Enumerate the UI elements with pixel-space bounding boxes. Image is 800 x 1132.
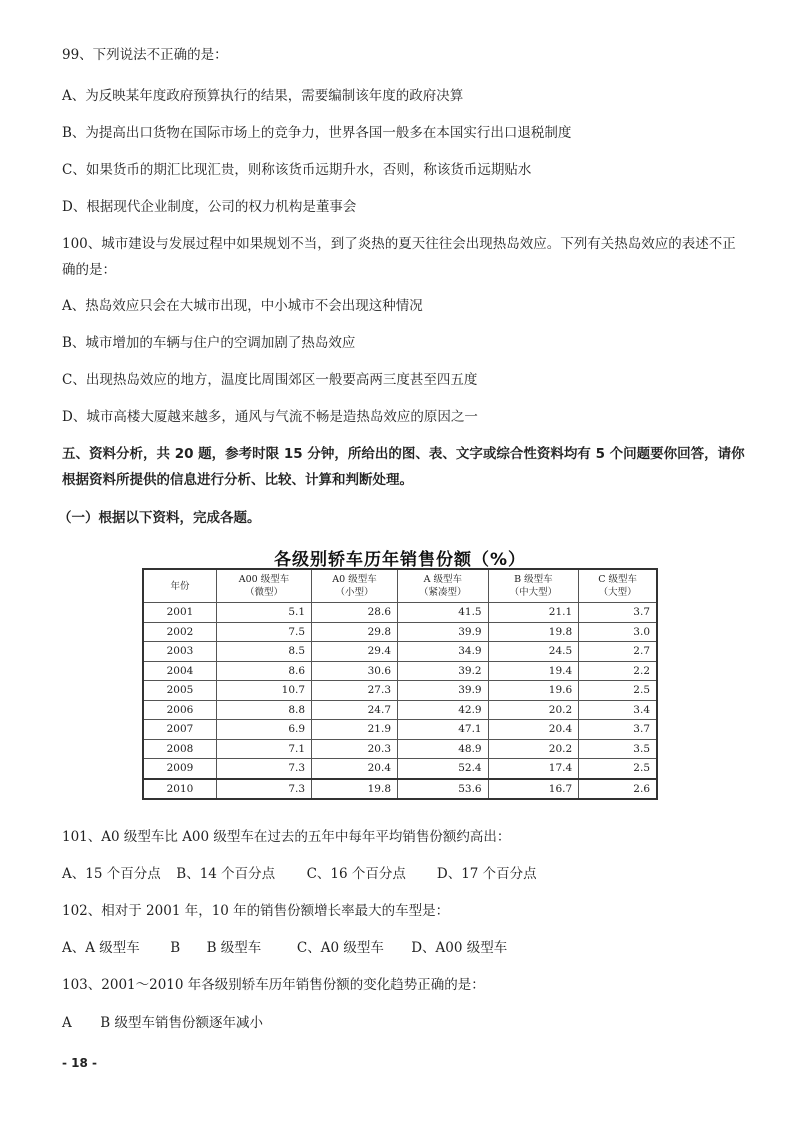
table-title: 各级别轿车历年销售份额（%） <box>273 550 527 570</box>
table-cell-value: 21.9 <box>312 720 398 740</box>
table-row <box>143 603 657 623</box>
q103-option-a-letter: A <box>62 1015 72 1031</box>
table-cell-value: 24.5 <box>488 642 579 662</box>
table-cell-value: 39.9 <box>398 622 489 642</box>
header-b-label: B 级型车 <box>514 574 553 585</box>
header-a00-label: A00 级型车 <box>238 574 290 585</box>
q103-options <box>62 1014 263 1032</box>
q100-option-b: B、城市增加的车辆与住户的空调加剧了热岛效应 <box>62 335 356 351</box>
table-cell-year: 2009 <box>143 759 217 779</box>
header-year <box>143 569 217 603</box>
table-row <box>143 739 657 759</box>
table-header-row <box>143 569 657 603</box>
table-row <box>143 759 657 779</box>
table-cell-value: 7.5 <box>217 622 312 642</box>
header-b-sub: （中大型） <box>509 587 558 598</box>
table-row <box>143 720 657 740</box>
table-cell-value: 21.1 <box>488 603 579 623</box>
table-cell-value: 39.9 <box>398 681 489 701</box>
q102-option-c: C、A0 级型车 <box>296 940 384 956</box>
q99-option-a: A、为反映某年度政府预算执行的结果，需要编制该年度的政府决算 <box>62 88 464 104</box>
table-cell-value: 2.5 <box>579 759 657 779</box>
table-row <box>143 661 657 681</box>
table-cell-value: 2.2 <box>579 661 657 681</box>
table-cell-value: 6.9 <box>217 720 312 740</box>
q100-option-c: C、出现热岛效应的地方，温度比周围郊区一般要高两三度甚至四五度 <box>62 372 478 388</box>
table-cell-value: 17.4 <box>488 759 579 779</box>
q102-options <box>62 939 507 957</box>
q99-stem: 99、下列说法不正确的是： <box>62 47 228 63</box>
q101-stem: 101、A0 级型车比 A00 级型车在过去的五年中每年平均销售份额约高出： <box>62 829 511 845</box>
q102-option-a: A、A 级型车 <box>62 940 140 956</box>
section5-heading: 五、资料分析，共 20 题，参考时限 15 分钟，所给出的图、表、文字或综合性资料均有 5 个问题要你回答，请你根据资料所提供的信息进行分析、比较、计算和判断处理。 <box>62 446 745 488</box>
table-cell-value: 7.3 <box>217 759 312 779</box>
table-cell-value: 30.6 <box>312 661 398 681</box>
table-cell-value: 8.8 <box>217 700 312 720</box>
table-row <box>143 622 657 642</box>
table-cell-year: 2003 <box>143 642 217 662</box>
q102-stem: 102、相对于 2001 年，10 年的销售份额增长率最大的车型是： <box>62 903 450 919</box>
q99-option-b: B、为提高出口货物在国际市场上的竞争力，世界各国一般多在本国实行出口退税制度 <box>62 125 572 141</box>
table-cell-value: 47.1 <box>398 720 489 740</box>
table-cell-value: 3.5 <box>579 739 657 759</box>
table-cell-value: 24.7 <box>312 700 398 720</box>
table-row <box>143 642 657 662</box>
q100-option-a: A、热岛效应只会在大城市出现，中小城市不会出现这种情况 <box>62 298 423 314</box>
sales-table <box>142 568 658 800</box>
header-a0-label: A0 级型车 <box>332 574 377 585</box>
table-cell-value: 20.2 <box>488 739 579 759</box>
table-cell-value: 19.8 <box>488 622 579 642</box>
table-cell-year: 2008 <box>143 739 217 759</box>
header-a0 <box>312 569 398 603</box>
q102-option-b: B 级型车 <box>206 940 262 956</box>
header-year-label: 年份 <box>170 580 190 592</box>
table-cell-value: 53.6 <box>398 779 489 800</box>
table-cell-value: 7.1 <box>217 739 312 759</box>
header-a <box>398 569 489 603</box>
table-row <box>143 700 657 720</box>
header-c-sub: （大型） <box>598 587 637 598</box>
table-cell-value: 20.4 <box>312 759 398 779</box>
table-cell-value: 2.7 <box>579 642 657 662</box>
table-row <box>143 779 657 800</box>
table-cell-value: 16.7 <box>488 779 579 800</box>
table-cell-value: 20.2 <box>488 700 579 720</box>
q101-option-a: A、15 个百分点 <box>62 866 161 882</box>
table-cell-value: 5.1 <box>217 603 312 623</box>
table-cell-value: 42.9 <box>398 700 489 720</box>
table-cell-value: 8.6 <box>217 661 312 681</box>
table-cell-value: 28.6 <box>312 603 398 623</box>
table-cell-value: 48.9 <box>398 739 489 759</box>
table-cell-value: 19.4 <box>488 661 579 681</box>
table-cell-year: 2004 <box>143 661 217 681</box>
q103-option-a: B 级型车销售份额逐年减小 <box>100 1015 264 1031</box>
table-cell-value: 52.4 <box>398 759 489 779</box>
table-cell-value: 27.3 <box>312 681 398 701</box>
header-a-label: A 级型车 <box>423 574 462 585</box>
table-cell-year: 2006 <box>143 700 217 720</box>
table-cell-value: 3.4 <box>579 700 657 720</box>
table-cell-value: 19.6 <box>488 681 579 701</box>
q100-stem: 100、城市建设与发展过程中如果规划不当，到了炎热的夏天往往会出现热岛效应。下列有关热岛效应的表述不正确的是： <box>62 236 736 278</box>
table-cell-year: 2005 <box>143 681 217 701</box>
header-a00-sub: （微型） <box>245 587 284 598</box>
page-number: - 18 - <box>62 1056 98 1070</box>
table-cell-value: 10.7 <box>217 681 312 701</box>
header-b <box>488 569 579 603</box>
table-cell-value: 3.7 <box>579 603 657 623</box>
header-a00 <box>217 569 312 603</box>
q101-option-d: D、17 个百分点 <box>436 866 537 882</box>
table-cell-year: 2010 <box>143 779 217 800</box>
table-cell-year: 2002 <box>143 622 217 642</box>
table-cell-value: 29.4 <box>312 642 398 662</box>
table-cell-year: 2007 <box>143 720 217 740</box>
sales-table-figure <box>142 568 658 800</box>
q101-option-c: C、16 个百分点 <box>306 866 406 882</box>
q101-options <box>62 865 537 883</box>
table-cell-value: 29.8 <box>312 622 398 642</box>
header-a0-sub: （小型） <box>335 587 374 598</box>
table-body <box>143 603 657 800</box>
table-cell-value: 2.5 <box>579 681 657 701</box>
table-cell-value: 20.4 <box>488 720 579 740</box>
q101-option-b: B、14 个百分点 <box>176 866 276 882</box>
section5-subheading: （一）根据以下资料，完成各题。 <box>58 510 261 526</box>
table-cell-value: 41.5 <box>398 603 489 623</box>
header-a-sub: （紧凑型） <box>419 587 467 598</box>
q99-option-c: C、如果货币的期汇比现汇贵，则称该货币远期升水，否则，称该货币远期贴水 <box>62 162 532 178</box>
table-cell-value: 7.3 <box>217 779 312 800</box>
table-cell-value: 34.9 <box>398 642 489 662</box>
header-c-label: C 级型车 <box>598 574 637 585</box>
q102-option-b-letter: B <box>170 940 181 956</box>
table-cell-value: 2.6 <box>579 779 657 800</box>
table-row <box>143 681 657 701</box>
q102-option-d: D、A00 级型车 <box>411 940 508 956</box>
header-c <box>579 569 657 603</box>
table-cell-value: 20.3 <box>312 739 398 759</box>
q103-stem: 103、2001～2010 年各级别轿车历年销售份额的变化趋势正确的是： <box>62 977 485 993</box>
table-cell-value: 8.5 <box>217 642 312 662</box>
table-cell-year: 2001 <box>143 603 217 623</box>
table-cell-value: 3.0 <box>579 622 657 642</box>
table-cell-value: 19.8 <box>312 779 398 800</box>
table-cell-value: 3.7 <box>579 720 657 740</box>
q100-option-d: D、城市高楼大厦越来越多，通风与气流不畅是造热岛效应的原因之一 <box>62 409 478 425</box>
q99-option-d: D、根据现代企业制度，公司的权力机构是董事会 <box>62 199 357 215</box>
table-cell-value: 39.2 <box>398 661 489 681</box>
